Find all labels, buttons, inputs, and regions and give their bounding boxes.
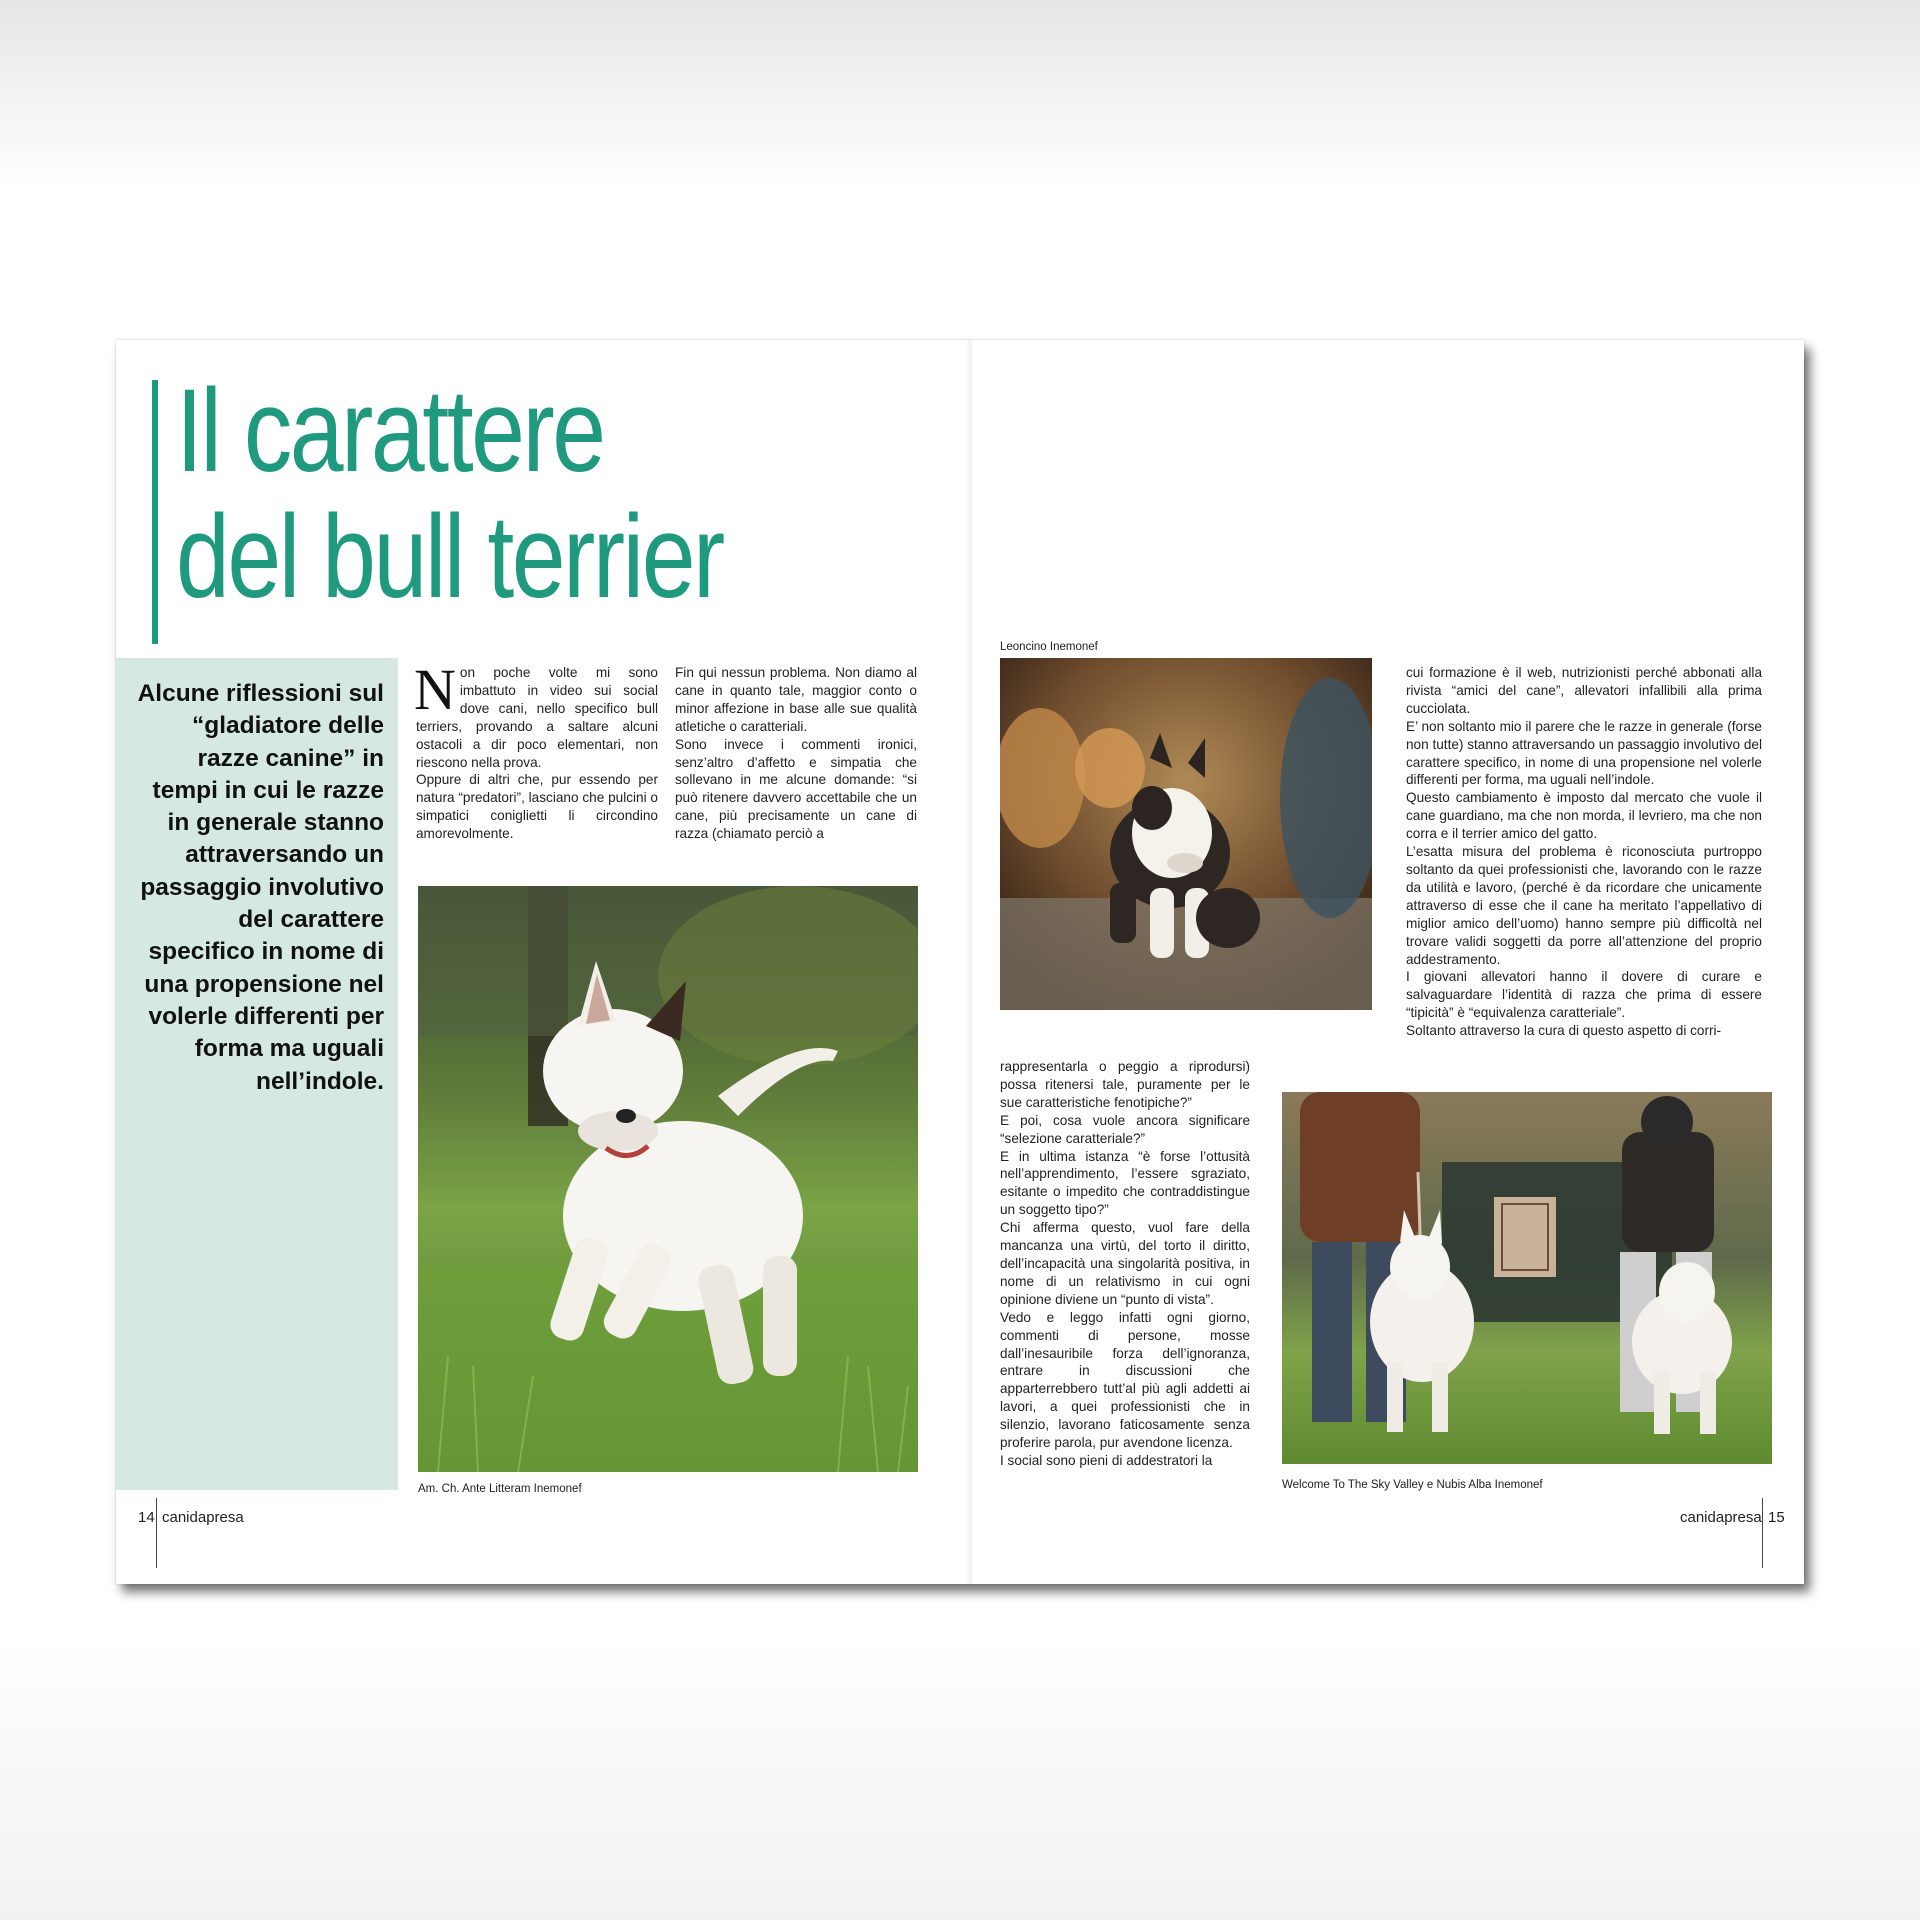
paragraph: I social sono pieni di addestratori la xyxy=(1000,1452,1213,1468)
paragraph: E’ non soltanto mio il parere che le razze in generale (forse non tutte) stanno attraversando un passaggio involutivo del carattere specifico, in nome di una propensione nel volerle differenti per forma, ma uguali nell’indole. xyxy=(1406,718,1762,788)
article-title xyxy=(176,365,723,623)
photo-puppy xyxy=(1000,658,1372,1010)
text-column-4 xyxy=(1406,664,1762,1040)
paragraph: I giovani allevatori hanno il dovere di curare e salvaguardare l’identità di razza che prima di essere “tipicità” è “equivalenza caratteriale”. xyxy=(1406,969,1762,1021)
page-number-right: 15 xyxy=(1768,1509,1785,1526)
folio-rule-right xyxy=(1762,1498,1763,1568)
photo-running-bull-terrier xyxy=(418,886,918,1472)
paragraph: Chi afferma questo, vuol fare della mancanza una virtù, del torto il diritto, dell’incapacità una singolarità positiva, in nome di un relativismo in cui ogni opinione diviene un “punto di vista”. xyxy=(1000,1220,1250,1307)
paragraph: cui formazione è il web, nutrizionisti perché abbonati alla rivista “amici del cane”, allevatori infallibili alla prima cucciolata. xyxy=(1406,665,1762,716)
paragraph: E in ultima istanza “è forse l’ottusità nell’apprendimento, l’essere sgraziato, esitante o impedito che contraddistingue un soggetto tipo?” xyxy=(1000,1148,1250,1218)
text-column-3 xyxy=(1000,1058,1250,1470)
paragraph: Fin qui nessun problema. Non diamo al cane in quanto tale, maggior conto o minor affezione in base alle sue qualità atletiche o caratteriali. xyxy=(675,665,917,734)
photo-two-dogs-handlers xyxy=(1282,1092,1772,1464)
magazine-name-left: canidapresa xyxy=(162,1509,244,1526)
caption-running-dog: Am. Ch. Ante Litteram Inemonef xyxy=(418,1483,582,1495)
center-gutter xyxy=(966,340,974,1584)
caption-puppy: Leoncino Inemonef xyxy=(1000,641,1098,653)
page-number-left: 14 xyxy=(138,1509,155,1526)
paragraph: E poi, cosa vuole ancora significare “selezione caratteriale?” xyxy=(1000,1112,1250,1146)
paragraph: on poche volte mi sono imbattuto in video sui social dove cani, nello specifico bull terriers, provando a saltare alcuni ostacoli a dir poco elementari, non riescono nella prova. xyxy=(416,665,658,770)
title-line-2: del bull terrier xyxy=(176,491,723,623)
text-column-2 xyxy=(675,664,917,843)
paragraph: Questo cambiamento è imposto dal mercato che vuole il cane guardiano, ma che non morda, il levriero, ma che non corra e il terrier amico del gatto. xyxy=(1406,790,1762,842)
folio-rule-left xyxy=(156,1498,157,1568)
text-column-1 xyxy=(414,657,658,843)
puppy-illustration xyxy=(1000,658,1372,1010)
standfirst-text: Alcune riflessioni sul “gladiatore delle razze canine” in tempi in cui le razze in generale stanno attraversando un passaggio involutivo del carattere specifico in nome di una propensione nel volerle differenti per forma ma uguali nell’indole. xyxy=(137,680,384,1095)
magazine-spread xyxy=(116,340,1804,1584)
title-accent-bar xyxy=(152,380,158,644)
paragraph: Vedo e leggo infatti ogni giorno, commenti di persone, mosse dall’inesauribile forza dell’ignoranza, entrare in discussioni che apparterrebbero tutt’al più agli addetti ai lavori, a quei professionisti che in silenzio, lavorano faticosamente senza proferire parola, pur avendone licenza. xyxy=(1000,1309,1250,1451)
paragraph: Oppure di altri che, pur essendo per natura “predatori”, lasciano che pulcini o simpatici coniglietti li circondino amorevolmente. xyxy=(416,772,658,842)
paragraph: L’esatta misura del problema è riconosciuta purtroppo soltanto da quei professionisti che, lavorando con le razze da utilità e lavoro, (perché è da ricordare che unicamente attraverso di esse che il cane ha meritato l’appellativo di miglior amico dell’uomo) hanno sempre più difficoltà nel trovare validi soggetti da porre all’attenzione del proprio addestramento. xyxy=(1406,844,1762,967)
two-dogs-illustration xyxy=(1282,1092,1772,1464)
paragraph: rappresentarla o peggio a riprodursi) possa ritenersi tale, puramente per le sue caratteristiche fenotipiche?” xyxy=(1000,1059,1250,1110)
running-dog-illustration xyxy=(418,886,918,1472)
paragraph: Soltanto attraverso la cura di questo aspetto di corri- xyxy=(1406,1023,1722,1039)
caption-two-dogs: Welcome To The Sky Valley e Nubis Alba Inemonef xyxy=(1282,1479,1543,1491)
magazine-name-right: canidapresa xyxy=(1680,1509,1762,1526)
title-line-1: Il carattere xyxy=(176,365,604,497)
standfirst-panel xyxy=(116,658,398,1490)
paragraph: Sono invece i commenti ironici, senz’altro d’affetto e simpatia che sollevano in me alcune domande: “si può ritenere davvero accettabile che un cane, più precisamente un cane di razza (chiamato perciò a xyxy=(675,736,917,842)
drop-cap: N xyxy=(414,657,456,722)
